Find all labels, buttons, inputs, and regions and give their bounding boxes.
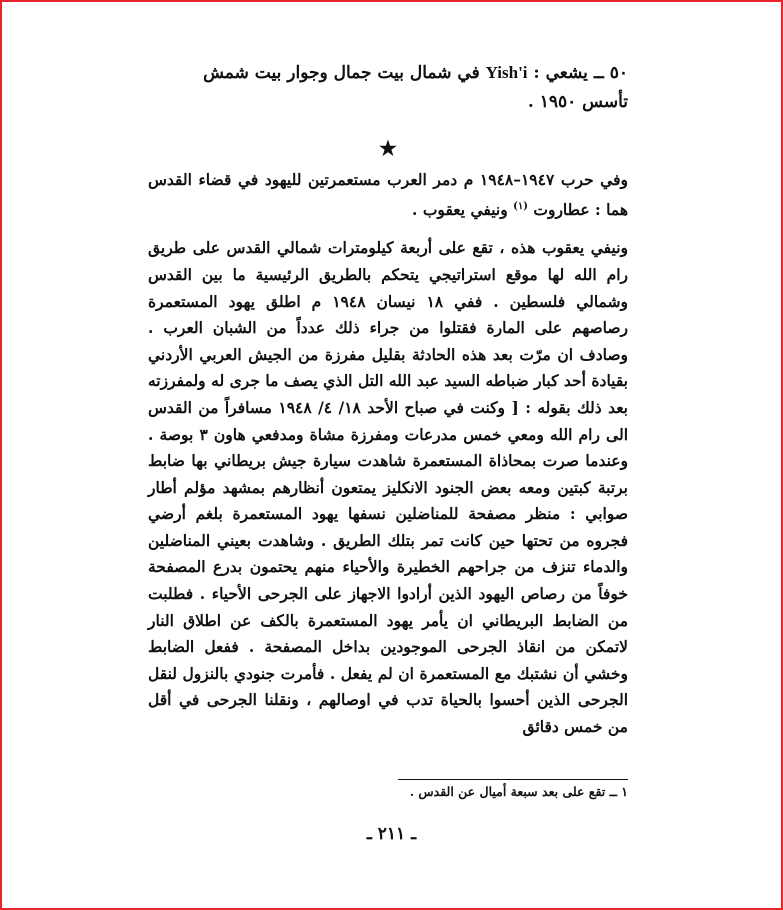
paragraph-main: ونيفي يعقوب هذه ، تقع على أربعة كيلومترات شمالي القدس على طريق رام الله لها موقع استراتيجي يتحكم بالطريق الرئيسية ما بين القدس وشمالي فلسطين . ففي ١٨ نيسان ١٩٤٨ م اطلق يهود المستعمرة رصاصهم على المارة فقتلوا من جراء ذلك عدداً من الشبان العرب . وصادف ان مرّت بعد هذه الحادثة بقليل مفرزة من الجيش العربي الأردني بقيادة أحد كبار ضباطه السيد عبد الله التل الذي يصف ما جرى له ولمفرزته بعد ذلك بقوله : [ وكنت في صباح الأحد ١٨/ ٤/ ١٩٤٨ مسافراً من القدس الى رام الله ومعي خمس مدرعات ومفرزة مشاة ومدفعي هاون ٣ بوصة . وعندما صرت بمحاذاة المستعمرة شاهدت سيارة جيش بريطاني بها ضابط برتبة كبتين ومعه بعض الجنود الانكليز يمتعون أنظارهم بمشهد مؤلم أطار صوابي : منظر مصفحة للمناضلين نسفها يهود المستعمرة بلغم أرضي فجروه من تحتها حين كانت تمر بتلك الطريق . وشاهدت بعيني المناضلين والدماء تنزف من جراحهم الخطيرة والأحياء منهم يحتمون بدرع المصفحة خوفاً من رصاص اليهود الذين أرادوا الاجهاز على الجرحى الأحياء . فطلبت من الضابط البريطاني ان يأمر يهود المستعمرة بالكف عن اطلاق النار لاتمكن من انقاذ الجرحى الموجودين بداخل المصفحة . ففعل الضابط وخشي أن نشتبك مع المستعمرة ان لم يفعل . فأمرت جنودي بالنزول لنقل الجرحى الذين أحسوا بالحياة تدب في اوصالهم ، ونقلنا الجرحى في أقل من خمس دقائق bbox=[148, 238, 629, 737]
entry-name: يشعي bbox=[545, 63, 588, 83]
document-page bbox=[148, 58, 628, 741]
entry-latin-name: Yish'i bbox=[485, 63, 528, 82]
star-separator: ★ bbox=[379, 136, 397, 160]
intro-line-2: هما : عطاروت bbox=[533, 199, 628, 219]
footnote-divider bbox=[398, 779, 628, 780]
entry-heading: ٥٠ ــ يشعي : Yish'i في شمال بيت جمال وجوار بيت شمش تأسس ١٩٥٠ . bbox=[203, 63, 628, 112]
page-number: ـ ٢١١ ـ bbox=[366, 824, 417, 844]
paragraph-intro bbox=[148, 167, 628, 223]
intro-line-1: وفي حرب ١٩٤٧–١٩٤٨ م دمر العرب مستعمرتين لليهود في قضاء القدس bbox=[148, 170, 628, 189]
footnote-marker: (١) bbox=[513, 200, 528, 212]
intro-line-3: ونيفي يعقوب . bbox=[412, 199, 508, 219]
footnote: ١ ــ تقع على بعد سبعة أميال عن القدس . bbox=[409, 784, 628, 799]
entry-founded: تأسس ١٩٥٠ . bbox=[527, 92, 628, 112]
entry-number: ٥٠ bbox=[609, 63, 628, 83]
entry-location: في شمال بيت جمال وجوار بيت شمش bbox=[203, 63, 480, 83]
